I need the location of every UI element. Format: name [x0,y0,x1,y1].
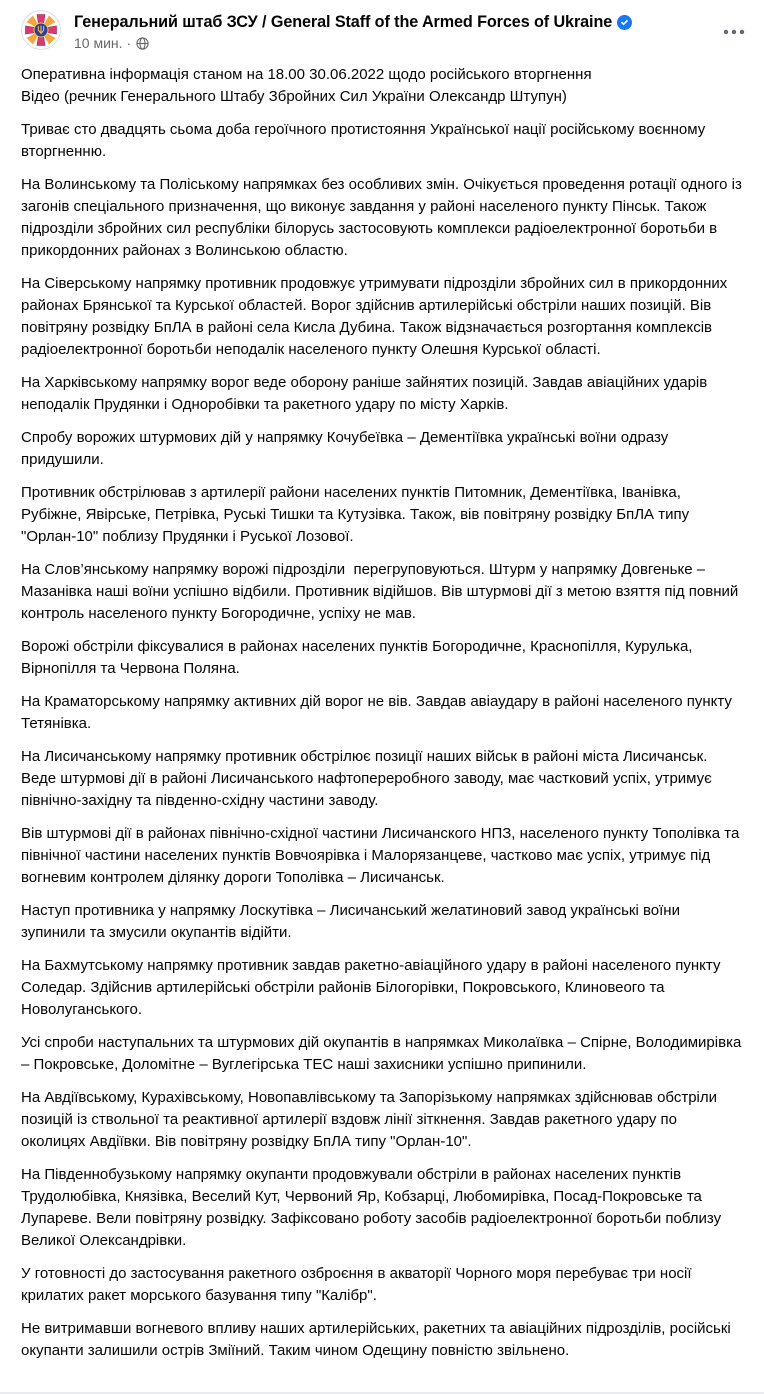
post-paragraph: Триває сто двадцять сьома доба героїчного протистояння Української нації російському воєнному вторгненню. [21,121,710,160]
three-dots-icon [723,29,745,35]
post-paragraph: Усі спроби наступальних та штурмових дій окупантів в напрямках Миколаївка – Спірне, Володимирівка – Покровське, Доломітне – Вуглегірська ТЕС наші захисники успішно припинили. [21,1034,746,1073]
post-paragraph: Відео (речник Генерального Штабу Збройних Сил України Олександр Штупун) [21,88,567,105]
post-meta-row [74,35,743,51]
post-paragraph: На Слов’янському напрямку ворожі підрозділи перегруповуються. Штурм у напрямку Довгеньке – Мазанівка наші воїни успішно відбили. Противник відійшов. Вів штурмові дії з метою взяття під повний контроль населеного пункту Богородичне, успіху не мав. [21,561,743,622]
post-paragraph: Наступ противника у напрямку Лоскутівка – Лисичанський желатиновий завод українські воїни зупинили та змусили окупантів відійти. [21,902,685,941]
ukraine-general-staff-emblem-icon [21,10,61,50]
page-avatar[interactable] [21,10,61,50]
post-paragraph: У готовності до застосування ракетного озброєння в акваторії Чорного моря перебуває три носії крилатих ракет морського базування типу "Калібр". [21,1265,696,1304]
post-paragraph: На Волинському та Поліському напрямках без особливих змін. Очікується проведення ротації одного із загонів спеціального призначення, що виконує завдання у районі населеного пункту Пінськ. Також підрозділи збройних сил республіки білорусь застосовують комплекси радіоелектронної боротьби в прикордонних районах з Волинською областю. [21,176,747,259]
post-text [21,64,747,1362]
verified-badge-icon [617,15,632,30]
post-paragraph: Оперативна інформація станом на 18.00 30.06.2022 щодо російського вторгнення [21,66,592,83]
meta-separator: · [126,35,132,51]
post-timestamp[interactable]: 10 мин. [74,35,123,51]
post-paragraph: На Краматорському напрямку активних дій ворог не вів. Завдав авіаудару в районі населеного пункту Тетянівка. [21,693,737,732]
page-name[interactable]: Генеральний штаб ЗСУ / General Staff of the Armed Forces of Ukraine [74,13,613,31]
post-paragraph: На Південнобузькому напрямку окупанти продовжували обстріли в районах населених пунктів Трудолюбівка, Князівка, Веселий Кут, Червоний Яр, Кобзарці, Любомирівка, Посад-Покровське та Лупареве. Вели повітряну розвідку. Зафіксовано роботу засобів радіоелектронної боротьби поблизу Великої Олександрівки. [21,1166,726,1249]
post-paragraph: На Харківському напрямку ворог веде оборону раніше зайнятих позицій. Завдав авіаційних ударів неподалік Прудянки і Одноробівки та ракетного удару по місту Харків. [21,374,712,413]
post-paragraph: Вів штурмові дії в районах північно-східної частини Лисичанского НПЗ, населеного пункту Тополівка та північної частини населених пунктів Вовчоярівка і Малорязанцеве, частково має успіх, утримує під вогневим контролем ділянку дороги Тополівка – Лисичанськ. [21,825,744,886]
post-paragraph: Не витримавши вогневого впливу наших артилерійських, ракетних та авіаційних підрозділів, російські окупанти залишили острів Зміїний. Таким чином Одещину повністю звільнено. [21,1320,735,1359]
post-paragraph: Ворожі обстріли фіксувалися в районах населених пунктів Богородичне, Краснопілля, Курулька, Вірнопілля та Червона Поляна. [21,638,697,677]
post-paragraph: На Лисичанському напрямку противник обстрілює позиції наших військ в районі міста Лисичанськ. Веде штурмові дії в районі Лисичанського нафтопереробного заводу, має частковий успіх, утримує північно-західну та південно-східну частини заводу. [21,748,716,809]
post-paragraph: Противник обстрілював з артилерії райони населених пунктів Питомник, Дементіївка, Іванівка, Рубіжне, Явірське, Петрівка, Руські Тишки та Кутузівка. Також, вів повітряну розвідку БпЛА типу "Орлан-10" поблизу Прудянки і Руської Лозової. [21,484,694,545]
post-header [21,10,743,51]
more-options-button[interactable] [718,18,750,46]
post-paragraph: На Сіверському напрямку противник продовжує утримувати підрозділи збройних сил в прикордонних районах Брянської та Курської областей. Ворог здійснив артилерійські обстріли наших позицій. Вів повітряну розвідку БпЛА в районі села Кисла Дубина. Також відзначається розгортання комплексів радіоелектронної боротьби неподалік населеного пункту Олешня Курської області. [21,275,732,358]
header-meta [74,10,743,51]
post-paragraph: На Авдіївському, Курахівському, Новопавлівському та Запорізькому напрямках здійснював обстріли позицій із ствольної та реактивної артилерії вздовж лінії зіткнення. Завдав ракетного удару по околицях Авдіївки. Вів повітряну розвідку БпЛА типу "Орлан-10". [21,1089,722,1150]
post-paragraph: На Бахмутському напрямку противник завдав ракетно-авіаційного удару в районі населеного пункту Соледар. Здійснив артилерійські обстріли районів Білогорівки, Покровського, Клиновеого та Новолуганського. [21,957,725,1018]
post-paragraph: Спробу ворожих штурмових дій у напрямку Кочубеївка – Дементіївка українські воїни одразу придушили. [21,429,673,468]
globe-public-icon [136,37,149,50]
